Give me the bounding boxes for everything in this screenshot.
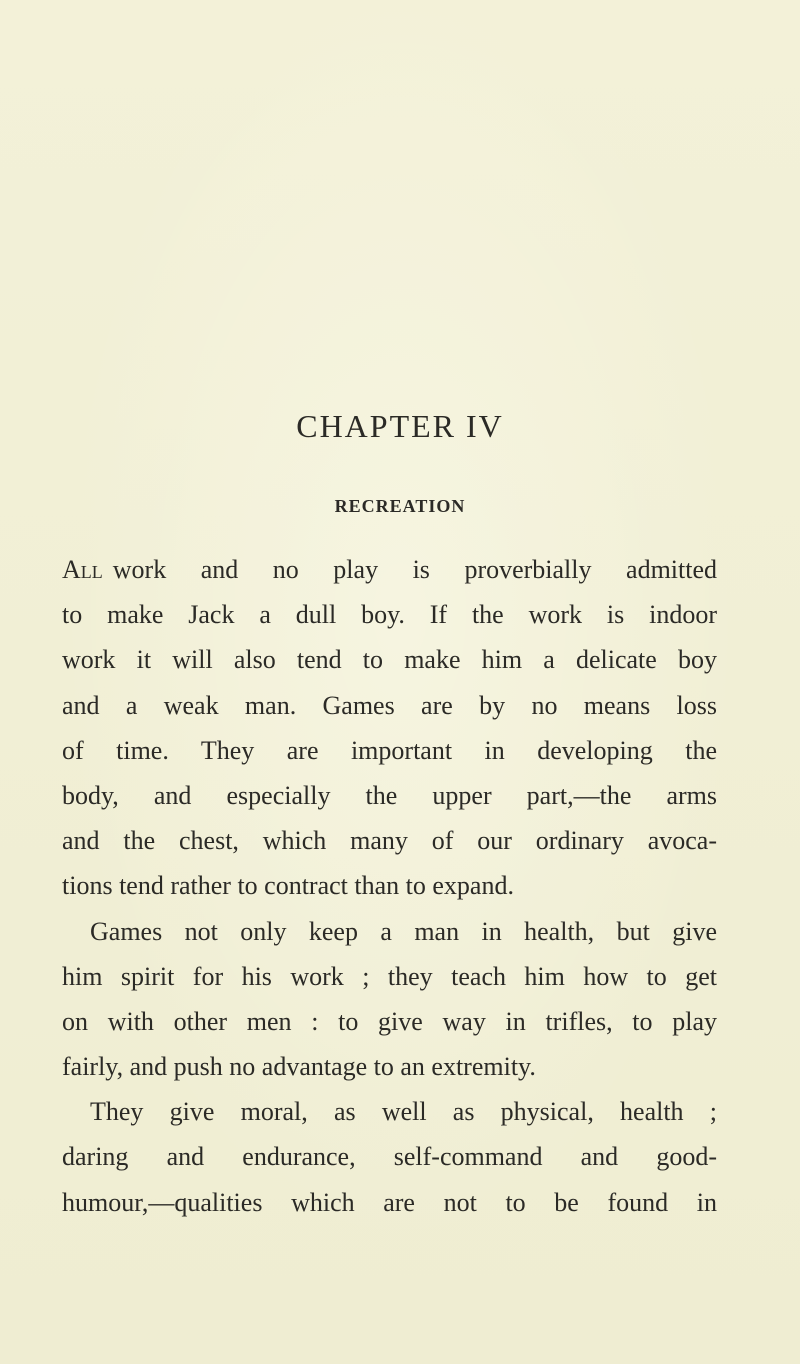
text-line [62, 818, 717, 863]
text-line [62, 999, 717, 1044]
line-text: Games not only keep a man in health, but give [90, 916, 717, 946]
line-text: and a weak man. Games are by no means loss [62, 690, 717, 720]
text-line [62, 1180, 717, 1225]
body-text [62, 547, 717, 1225]
text-line [62, 728, 717, 773]
chapter-title: CHAPTER IV [296, 408, 504, 444]
text-line [62, 637, 717, 682]
line-text: work it will also tend to make him a delicate boy [62, 645, 717, 675]
line-text: to make Jack a dull boy. If the work is indoor [62, 600, 717, 630]
line-text: him spirit for his work ; they teach him how to get [62, 961, 717, 991]
text-line [62, 547, 717, 592]
line-text: tions tend rather to contract than to expand. [62, 871, 514, 901]
line-text: fairly, and push no advantage to an extremity. [62, 1052, 536, 1082]
text-line [62, 683, 717, 728]
line-text: body, and especially the upper part,—the arms [62, 780, 717, 810]
text-line [62, 954, 717, 999]
line-text: work and no play is proverbially admitted [112, 555, 717, 584]
text-line [62, 1089, 717, 1134]
text-line [62, 1134, 717, 1179]
text-line [62, 909, 717, 954]
section-title: RECREATION [334, 496, 466, 516]
drop-word: All [62, 555, 103, 584]
line-text: and the chest, which many of our ordinary avoca- [62, 826, 717, 856]
spacer [103, 547, 113, 592]
text-line [62, 592, 717, 637]
line-text: They give moral, as well as physical, health ; [90, 1097, 717, 1127]
text-line [62, 773, 717, 818]
text-line [62, 863, 717, 908]
text-line [62, 1044, 717, 1089]
line-text: daring and endurance, self-command and good- [62, 1142, 717, 1172]
line-text: of time. They are important in developing the [62, 735, 717, 765]
line-text: on with other men : to give way in trifles, to play [62, 1006, 717, 1036]
line-text: humour,—qualities which are not to be found in [62, 1187, 717, 1217]
